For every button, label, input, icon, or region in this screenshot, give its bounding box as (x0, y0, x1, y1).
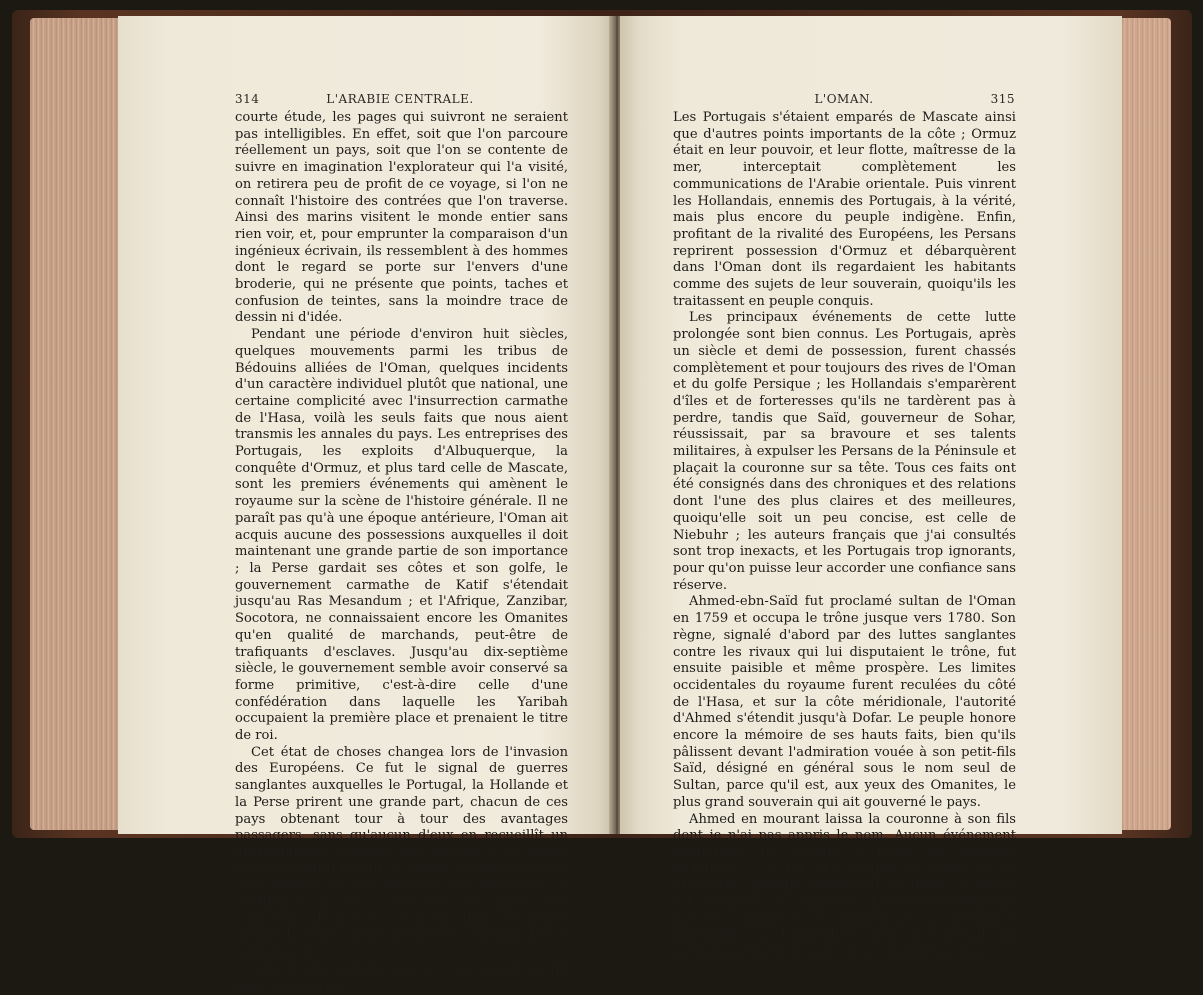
left-page-number: 314 (235, 92, 260, 106)
right-page (620, 16, 1122, 961)
right-page-number: 315 (990, 92, 1015, 106)
paragraph: Les Portugais s'étaient emparés de Mascate ainsi que d'autres points importants de la côte ; Ormuz était en leur pouvoir, et leur flotte, maîtresse de la mer, interceptait complètement les communications de l'Arabie orientale. Puis vinrent les Hollandais, ennemis des Portugais, à la vérité, mais plus encore du peuple indigène. Enfin, profitant de la rivalité des Européens, les Persans reprirent possession d'Ormuz et débarquèrent dans l'Oman dont ils regardaient les habitants comme des sujets de leur souverain, quoiqu'ils les traitassent en peuple conquis. (673, 110, 1016, 309)
left-page-text (235, 110, 568, 995)
paragraph: Les principaux événements de cette lutte prolongée sont bien connus. Les Portugais, après un siècle et demi de possession, furent chassés complètement et pour toujours des rives de l'Oman et du golfe Persique ; les Hollandais s'emparèrent d'îles et de forteresses qu'ils ne tardèrent pas à perdre, tandis que Saïd, gouverneur de Sohar, réussissait, par sa bravoure et ses talents militaires, à expulser les Persans de la Péninsule et plaçait la couronne sur sa tête. Tous ces faits ont été consignés dans des chroniques et des relations dont l'une des plus claires et des meilleures, quoiqu'elle soit un peu concise, est celle de Niebuhr ; les auteurs français que j'ai consultés sont trop inexacts, et les Portugais trop ignorants, pour qu'on puisse leur accorder une confiance sans réserve. (673, 310, 1016, 593)
right-running-title: L'OMAN. (814, 92, 874, 106)
left-page (118, 16, 614, 994)
left-page-header (235, 92, 565, 112)
left-running-title: L'ARABIE CENTRALE. (326, 92, 474, 106)
right-page-header (673, 92, 1015, 112)
paragraph: Ahmed-ebn-Saïd fut proclamé sultan de l'Oman en 1759 et occupa le trône jusque vers 1780. Son règne, signalé d'abord par des luttes sanglantes contre les rivaux qui lui disputaient le trône, fut ensuite paisible et même prospère. Les limites occidentales du royaume furent reculées du côté de l'Hasa, et sur la côte méridionale, l'autorité d'Ahmed s'étendit jusqu'à Dofar. Le peuple honore encore la mémoire de ses hauts faits, bien qu'ils pâlissent devant l'admiration vouée à son petit-fils Saïd, désigné en général sous le nom seul de Sultan, parce qu'il est, aux yeux des Omanites, le plus grand souverain qui ait gouverné le pays. (673, 594, 1016, 810)
right-page-text (673, 110, 1016, 962)
page-edges-left (30, 18, 130, 830)
paragraph: A la fin du seizième siècle, il paraissait perdu sans ressources. (235, 961, 568, 994)
paragraph: Cet état de choses changea lors de l'invasion des Européens. Ce fut le signal de guerres sanglantes auxquelles le Portugal, la Hollande et la Perse prirent une grande part, chacun de ces pays obtenant tour à tour des avantages passagers, sans qu'aucun d'eux en recueillît un profit durable. L'Oman, avec ses îles et ses côtes, assista d'abord inactif au conflit qui déchirait son sein, jusqu'à ce que, exaspéré par l'excès de la souffrance, il prît à son tour les armes, eut conscience de sa force, et trouva dans ses pertes mêmes la source d'une prospérité considérable et permanente. (235, 744, 568, 961)
paragraph: Pendant une période d'environ huit siècles, quelques mouvements parmi les tribus de Bédouins alliées de l'Oman, quelques incidents d'un caractère individuel plutôt que national, une certaine complicité avec l'insurrection carmathe de l'Hasa, voilà les seuls faits que nous aient transmis les annales du pays. Les entreprises des Portugais, les exploits d'Albuquerque, la conquête d'Ormuz, et plus tard celle de Mascate, sont les premiers événements qui amènent le royaume sur la scène de l'histoire générale. Il ne paraît pas qu'à une époque antérieure, l'Oman ait acquis aucune des possessions auxquelles il doit maintenant une grande partie de son importance ; la Perse gardait ses côtes et son golfe, le gouvernement carmathe de Katif s'étendait jusqu'au Ras Mesandum ; et l'Afrique, Zanzibar, Socotora, ne connaissaient encore les Omanites qu'en qualité de marchands, peut-être de trafiquants d'esclaves. Jusqu'au dix-septième siècle, le gouvernement semble avoir conservé sa forme primitive, c'est-à-dire celle d'une confédération dans laquelle les Yaribah occupaient la première place et prenaient le titre de roi. (235, 327, 568, 744)
paragraph: Ahmed en mourant laissa la couronne à son fils dont je n'ai pas appris le nom. Aucun événement mémorable ne signala le règne du nouveau monarque ; ce fut une époque de calme et de prospérité, quoique dépourvue de gloire, si gloire est synonyme de conquêtes. L'Oman s'enrichissait par le commerce et augmentait sa puissance matérielle, la tranquillité dont il jouissait lui permettant de tirer parti de ses immenses res- (673, 811, 1016, 961)
paragraph: courte étude, les pages qui suivront ne seraient pas intelligibles. En effet, soit que l'on parcoure réellement un pays, soit que l'on se contente de suivre en imagination l'explorateur qui l'a visité, on retirera peu de profit de ce voyage, si l'on ne connaît l'histoire des contrées que l'on traverse. Ainsi des marins visitent le monde entier sans rien voir, et, pour emprunter la comparaison d'un ingénieux écrivain, ils ressemblent à des hommes dont le regard se porte sur l'envers d'une broderie, qui ne présente que points, taches et confusion de teintes, sans la moindre trace de dessin ni d'idée. (235, 110, 568, 326)
